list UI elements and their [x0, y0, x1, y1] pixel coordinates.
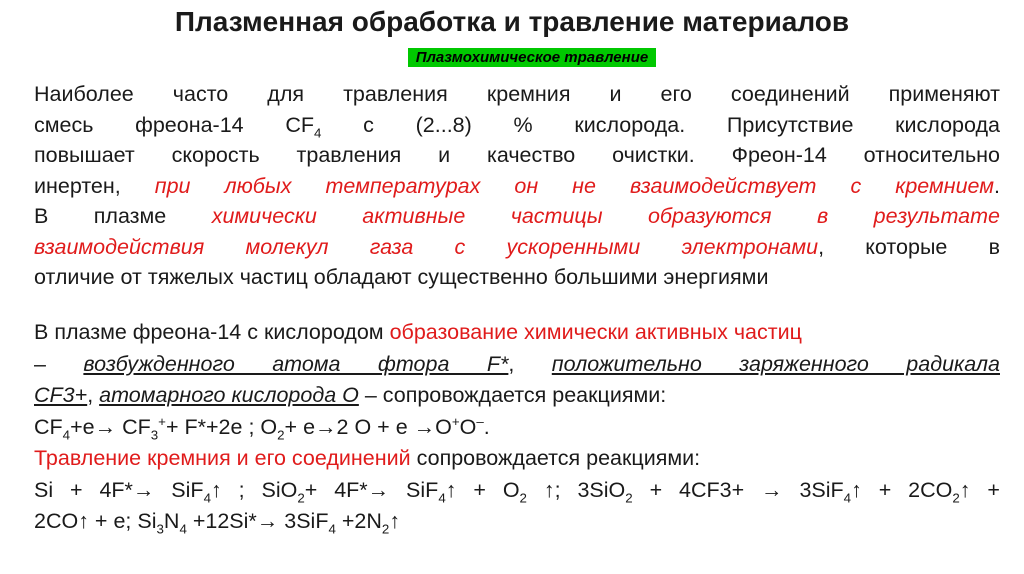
text: В плазме фреона-14 с кислородом	[34, 320, 390, 344]
text: отличие от тяжелых частиц обладают существенно большими энергиями	[34, 265, 769, 289]
subtitle-container	[0, 48, 1024, 67]
equation-line	[34, 475, 1000, 507]
subscript: 4	[179, 521, 187, 537]
superscript: –	[476, 413, 484, 429]
highlight-text: Травление кремния и его соединений	[34, 446, 411, 470]
eq-text: ↑ +	[959, 477, 1000, 502]
eq-text: + 4F*→ SiF	[304, 477, 439, 502]
superscript: +	[451, 413, 460, 429]
highlight-italic-text: взаимодействия молекул газа с ускоренными электронами	[34, 234, 819, 259]
highlight-italic-text: химически активные частицы образуются в результате	[211, 204, 1000, 228]
paragraph-reactions	[34, 317, 1000, 538]
eq-text: Si + 4F*→ SiF	[34, 477, 204, 502]
eq-text: .	[483, 414, 490, 439]
text: с (2...8) % кислорода. Присутствие кислорода	[321, 112, 1000, 137]
paragraph-line	[34, 380, 1000, 412]
paragraph-line	[34, 349, 1000, 381]
eq-text: CF	[34, 414, 63, 439]
subscript: 2	[277, 426, 285, 442]
subscript: 3	[156, 521, 164, 537]
subscript: 4	[843, 489, 852, 505]
eq-text: ↑ + O	[445, 477, 520, 502]
eq-text: ↑	[389, 509, 401, 533]
paragraph-line	[34, 232, 1000, 263]
underlined-term: положительно заряженного радикала	[551, 351, 1000, 376]
eq-text: +e→ CF	[70, 414, 151, 439]
highlight-italic-text: при любых температурах он не взаимодействует с кремнием	[154, 173, 995, 198]
paragraph-line	[34, 79, 1000, 110]
text: повышает скорость травления и качество очистки. Фреон-14 относительно	[34, 143, 1000, 167]
text: – сопровождается реакциями:	[358, 383, 667, 407]
paragraph-line	[34, 317, 1000, 349]
text: ,	[508, 351, 552, 376]
eq-text: + 4CF3+ → 3SiF	[632, 477, 844, 502]
text: , которые в	[818, 234, 1000, 259]
text: .	[994, 173, 1000, 198]
subscript: 4	[314, 124, 322, 140]
subscript: 4	[203, 489, 211, 505]
subscript: 4	[438, 489, 446, 505]
eq-text: + F*+2e ; O	[165, 414, 278, 439]
eq-text: + e→2 O + e →O	[284, 414, 452, 439]
eq-text: ↑; 3SiO	[526, 477, 626, 502]
paragraph-line	[34, 443, 1000, 475]
subscript: 2	[625, 489, 633, 505]
subscript: 4	[62, 426, 71, 442]
text: В плазме	[34, 204, 212, 228]
paragraph-line	[34, 110, 1000, 141]
underlined-term: атомарного кислорода О	[99, 383, 359, 407]
subscript: 2	[381, 521, 390, 537]
text: –	[34, 351, 84, 376]
highlight-text: образование химически активных частиц	[389, 320, 802, 344]
paragraph-line	[34, 140, 1000, 171]
equation-line	[34, 412, 1000, 444]
subscript: 2	[519, 489, 527, 505]
text: смесь фреона-14 CF	[34, 112, 315, 137]
paragraph-line	[34, 262, 1000, 293]
paragraph-intro	[34, 79, 1000, 293]
paragraph-line	[34, 171, 1000, 202]
subscript: 2	[952, 489, 960, 505]
eq-text: N	[163, 509, 180, 533]
subtitle-badge: Плазмохимическое травление	[408, 48, 656, 67]
superscript: +	[158, 413, 166, 429]
eq-text: ↑ + 2CO	[851, 477, 953, 502]
text: Наиболее часто для травления кремния и его соединений применяют	[34, 82, 1000, 106]
subscript: 3	[150, 426, 159, 442]
subscript: 2	[297, 489, 305, 505]
eq-text: ↑ ; SiO	[210, 477, 298, 502]
text: сопровождается реакциями:	[410, 446, 701, 470]
underlined-term: CF3+	[34, 383, 88, 407]
eq-text: +2N	[335, 509, 382, 533]
text: инертен,	[34, 173, 155, 198]
underlined-term: возбужденного атома фтора F*	[83, 351, 509, 376]
equation-line	[34, 506, 1000, 538]
text: ,	[87, 383, 100, 407]
eq-text: 2CO↑ + e; Si	[34, 509, 157, 533]
eq-text: +12Si*→ 3SiF	[186, 509, 329, 533]
paragraph-line	[34, 201, 1000, 232]
slide-title: Плазменная обработка и травление материалов	[174, 6, 850, 37]
eq-text: O	[459, 414, 477, 439]
subscript: 4	[328, 521, 336, 537]
